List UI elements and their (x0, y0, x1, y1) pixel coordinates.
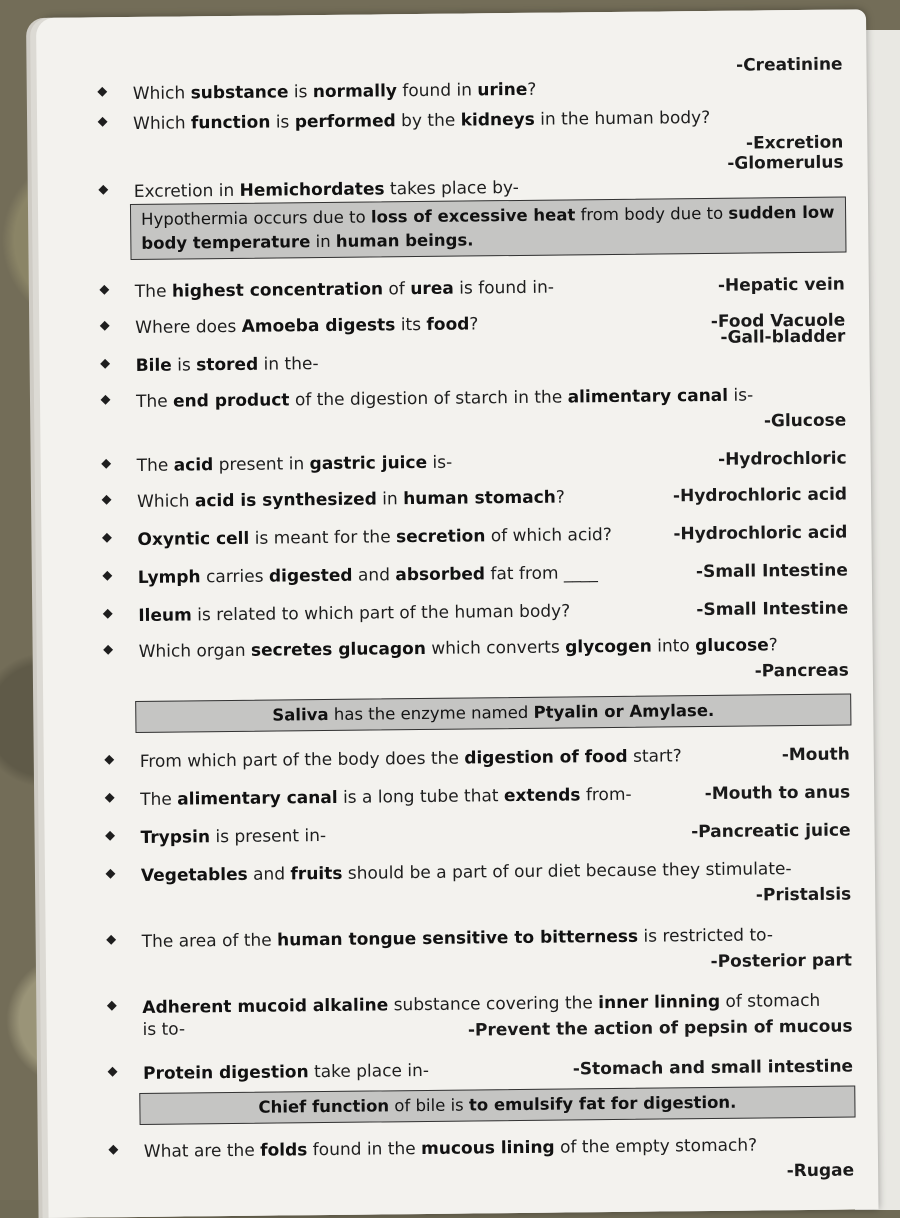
answer-text: -Glucose (763, 410, 847, 432)
answer-text: -Stomach and small intestine (572, 1056, 854, 1080)
diamond-bullet-icon (108, 1145, 118, 1155)
answer-text: -Creatinine (735, 54, 843, 76)
answer-text: -Hydrochloric acid (673, 522, 848, 545)
question-text: Excretion in Hemichordates takes place by- (133, 177, 519, 202)
answer-text: -Hepatic vein (717, 274, 845, 296)
question-text: Protein digestion take place in- (142, 1060, 430, 1084)
answer-text: -Hydrochloric acid (672, 484, 848, 507)
question-item (140, 820, 850, 849)
question-item (138, 634, 849, 682)
diamond-bullet-icon (99, 285, 109, 295)
question-text: Which organ secretes glucagon which converts glycogen into glucose? (138, 635, 778, 662)
diamond-bullet-icon (102, 495, 112, 505)
highlight-fact-box: Saliva has the enzyme named Ptyalin or Amylase. (135, 694, 851, 733)
question-item (135, 384, 847, 432)
answer-text: -Food Vacuole (710, 310, 846, 332)
diamond-bullet-icon (103, 645, 113, 655)
answer-text: -Gall-bladder (720, 326, 846, 348)
highlight-fact-box: Hypothermia occurs due to loss of excessive heat from body due to sudden low body temperature in human beings. (130, 197, 847, 260)
question-item (142, 990, 852, 1041)
question-item (138, 598, 848, 627)
diamond-bullet-icon (101, 395, 111, 405)
question-text: The area of the human tongue sensitive to bitterness is restricted to- (141, 925, 774, 952)
question-text: Which substance is normally found in urine? (132, 79, 537, 104)
question-text: Ileum is related to which part of the human body? (138, 601, 571, 626)
question-text: Oxyntic cell is meant for the secretion of which acid? (137, 524, 612, 550)
question-item (137, 484, 847, 513)
diamond-bullet-icon (100, 359, 110, 369)
answer-text: -Posterior part (710, 950, 853, 972)
book-page (36, 9, 879, 1218)
answer-text: -Small Intestine (696, 598, 849, 621)
question-item (140, 782, 850, 811)
diamond-bullet-icon (106, 935, 116, 945)
question-text: Vegetables and fruits should be a part of our diet because they stimulate- (140, 859, 792, 886)
question-text: Bile is stored in the- (135, 354, 319, 376)
diamond-bullet-icon (106, 869, 116, 879)
question-item (143, 1056, 853, 1085)
diamond-bullet-icon (100, 321, 110, 331)
diamond-bullet-icon (105, 793, 115, 803)
diamond-bullet-icon (101, 459, 111, 469)
diamond-bullet-icon (105, 831, 115, 841)
question-item (140, 858, 852, 906)
question-text: Which acid is synthesized in human stomach? (136, 487, 565, 512)
highlight-fact-box: Chief function of bile is to emulsify fat for digestion. (139, 1085, 855, 1124)
answer-text: -Pristalsis (755, 884, 852, 906)
question-item (133, 106, 844, 154)
question-text: Trypsin is present in- (140, 826, 327, 848)
diamond-bullet-icon (103, 609, 113, 619)
answer-text: -Pancreas (754, 660, 849, 682)
question-text: From which part of the body does the digestion of food start? (139, 746, 682, 772)
question-item (137, 448, 847, 477)
question-text: Where does Amoeba digests its food? (135, 314, 479, 338)
diamond-bullet-icon (102, 533, 112, 543)
diamond-bullet-icon (98, 185, 108, 195)
question-item (135, 274, 845, 303)
question-item (138, 560, 848, 589)
question-text: Adherent mucoid alkaline substance covering the inner linning of stomach is to- (142, 990, 821, 1040)
answer-text: -Small Intestine (695, 560, 848, 583)
answer-text: -Hydrochloric (717, 448, 847, 470)
question-item (137, 522, 847, 551)
diamond-bullet-icon (107, 1001, 117, 1011)
question-item (140, 744, 850, 773)
answer-text: -Mouth (781, 744, 850, 766)
diamond-bullet-icon (97, 87, 107, 97)
answer-text: -Mouth to anus (704, 782, 851, 805)
diamond-bullet-icon (108, 1067, 118, 1077)
question-text: Which function is performed by the kidneys in the human body? (133, 107, 711, 134)
diamond-bullet-icon (104, 755, 114, 765)
answer-text: -Prevent the action of pepsin of mucous (467, 1016, 853, 1041)
question-item (143, 1133, 855, 1182)
question-item (141, 924, 853, 972)
question-item (132, 54, 843, 105)
answer-text: -Excretion (745, 132, 844, 154)
answer-text: -Glomerulus (727, 152, 844, 174)
question-text: The highest concentration of urea is found in- (134, 277, 555, 302)
question-text: Lymph carries digested and absorbed fat from ____ (137, 563, 598, 588)
question-text: The acid present in gastric juice is- (136, 452, 453, 476)
diamond-bullet-icon (102, 571, 112, 581)
question-text: The alimentary canal is a long tube that extends from- (140, 784, 632, 810)
answer-text: -Rugae (786, 1160, 855, 1182)
question-text: The end product of the digestion of starch in the alimentary canal is- (135, 385, 754, 412)
question-text: What are the folds found in the mucous lining of the empty stomach? (143, 1135, 758, 1162)
diamond-bullet-icon (98, 117, 108, 127)
answer-text: -Pancreatic juice (691, 820, 851, 843)
